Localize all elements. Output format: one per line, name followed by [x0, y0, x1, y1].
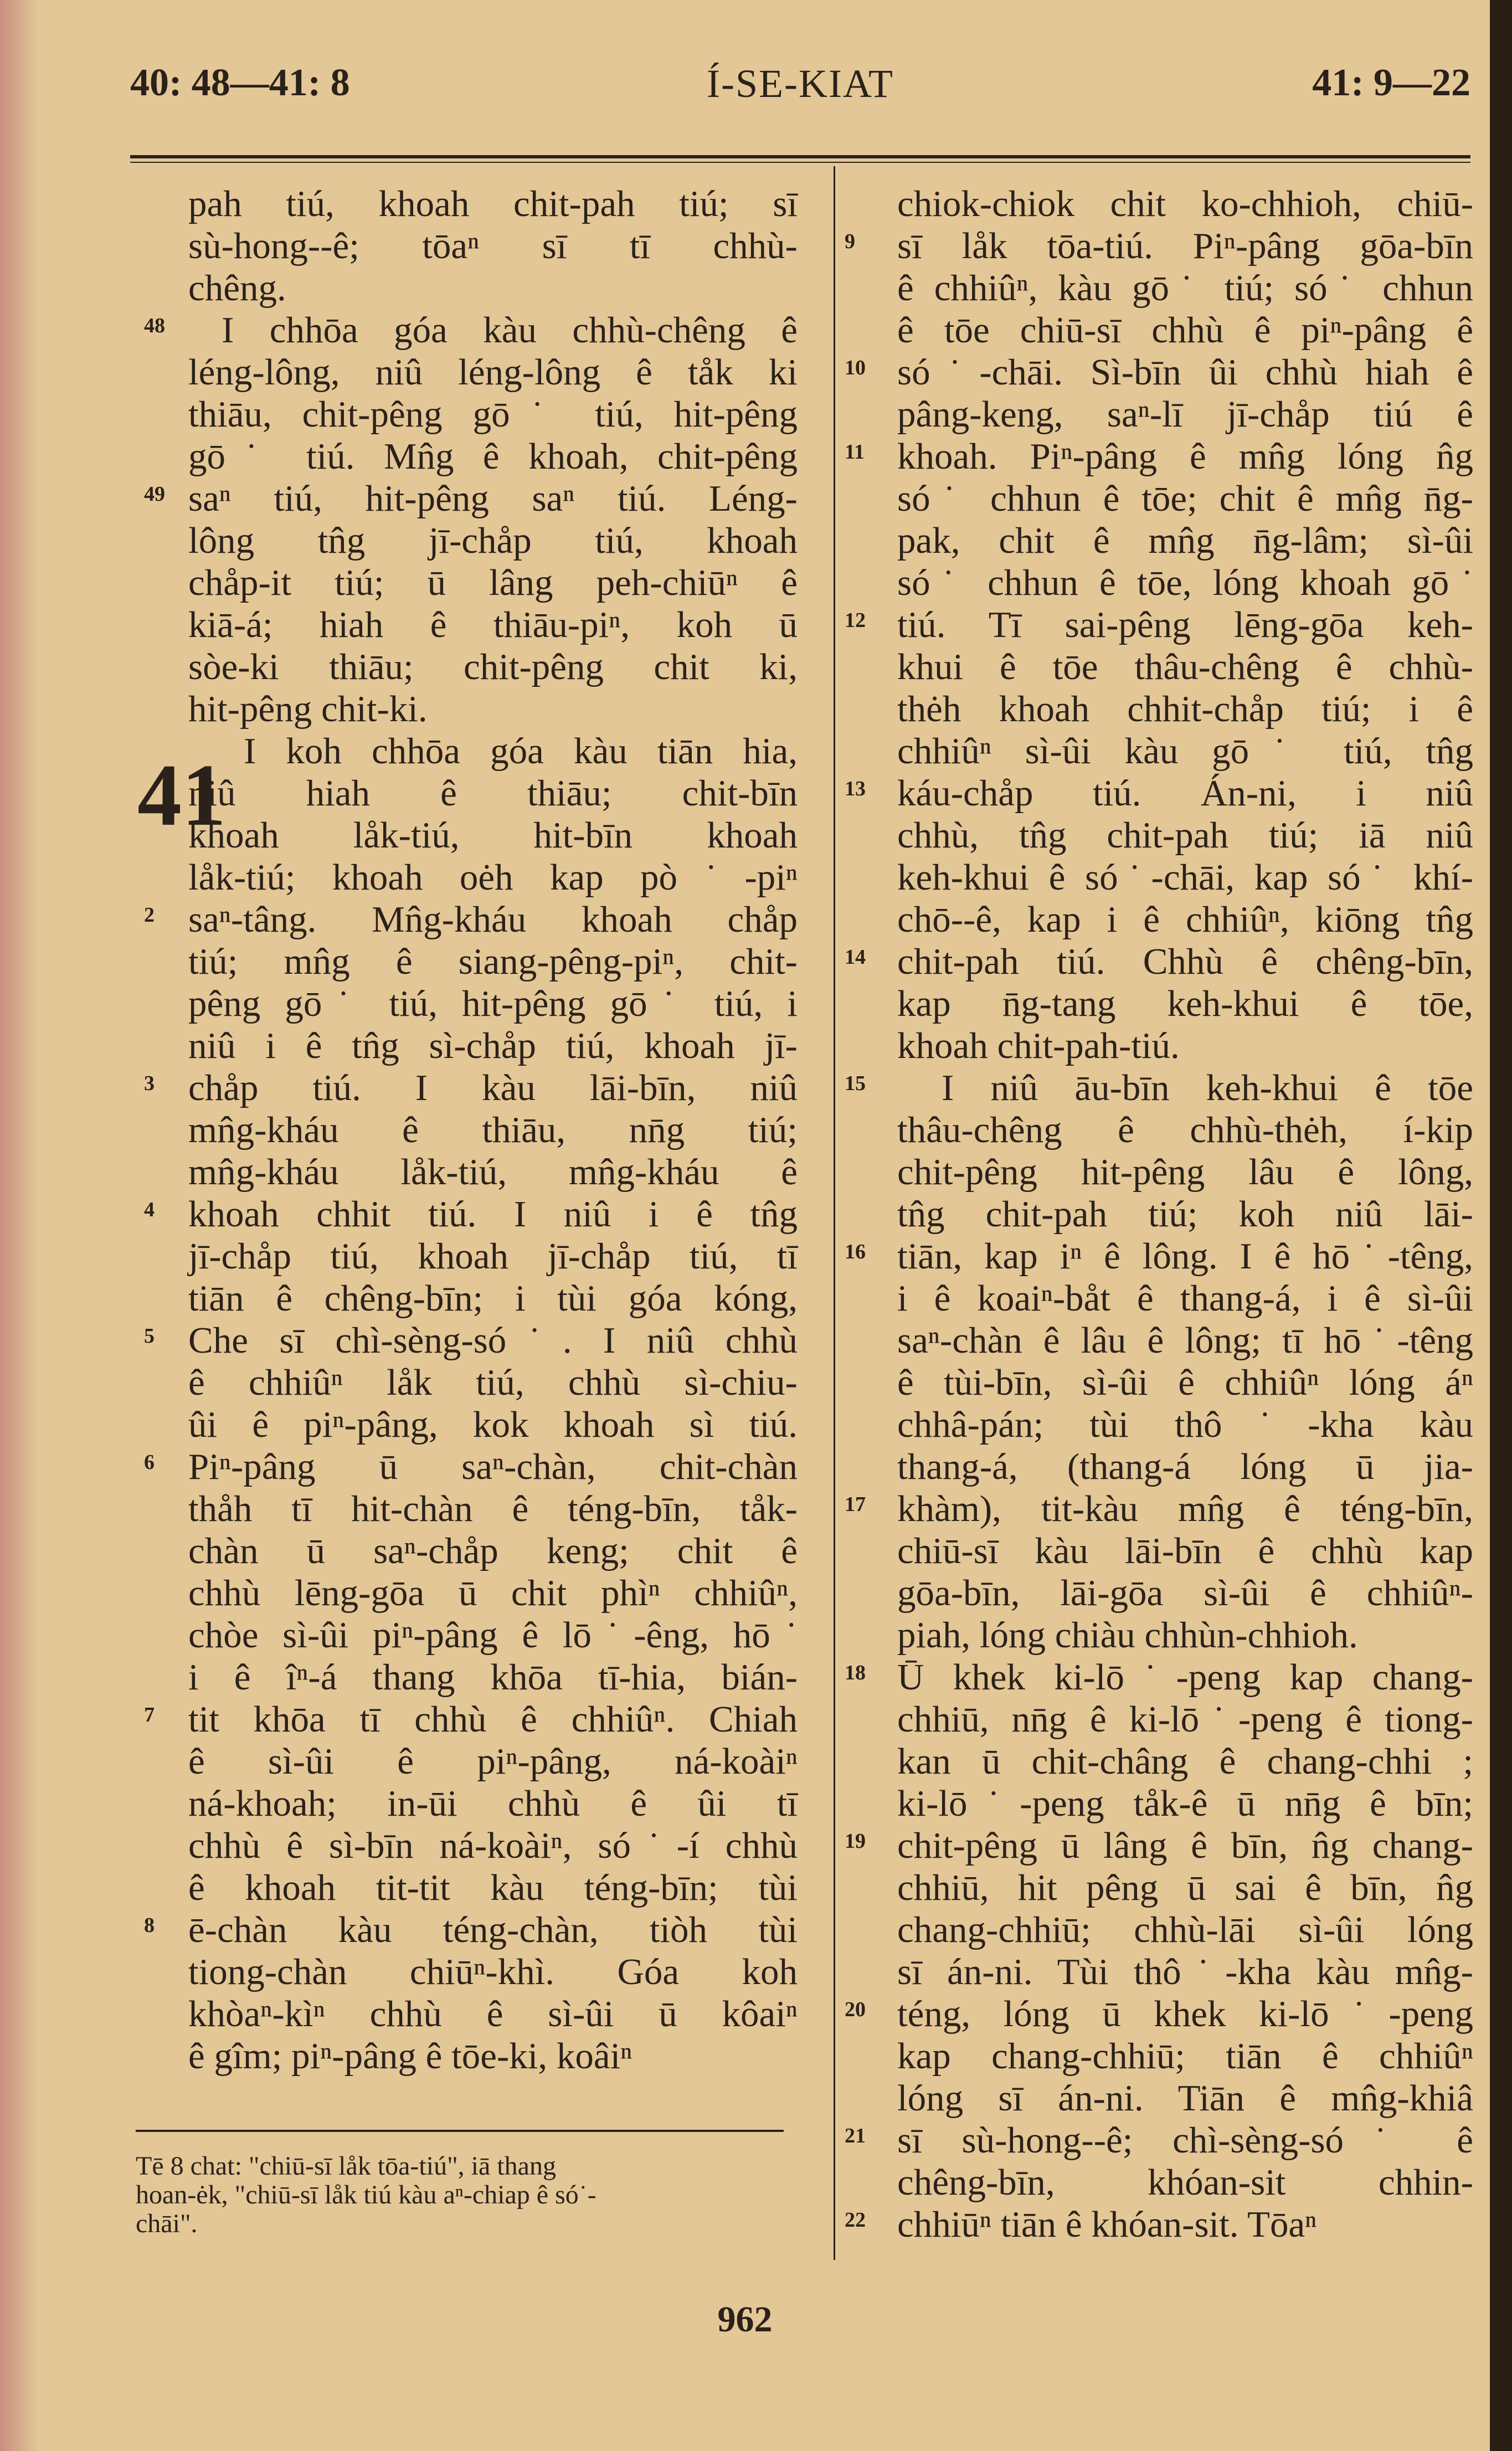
right-text-line: chiok-chiok chit ko-chhioh, chiū-: [897, 183, 1473, 224]
header-rule-thick: [130, 155, 1470, 158]
right-text-line: khui ê tōe thâu-chêng ê chhù-: [897, 646, 1473, 687]
running-head: [130, 55, 1470, 116]
right-text-line: káu-chåp tiú. Án-ni, i niû: [897, 773, 1473, 814]
left-text-line: I koh chhōa góa kàu tiān hia,: [244, 731, 798, 772]
right-text-line: pak, chit ê mn̂g n̄g-lâm; sì-ûi: [897, 520, 1473, 561]
right-text-line: chit-pêng hit-pêng lâu ê lông,: [897, 1152, 1473, 1193]
page-edge-stain: [0, 0, 39, 2451]
left-text-line: khoah chhit tiú. I niû i ê tn̂g: [188, 1194, 798, 1235]
running-head-left-reference: 40: 48—41: 8: [130, 61, 350, 104]
right-text-line: I niû āu-bīn keh-khui ê tōe: [942, 1067, 1473, 1108]
left-text-line: hit-pêng chit-ki.: [188, 688, 428, 729]
right-text-line: chiū-sī kàu lāi-bīn ê chhù kap: [897, 1530, 1473, 1571]
right-text-line: keh-khui ê só˙-chāi, kap só˙ khí-: [897, 857, 1473, 898]
right-text-line: sī án-ni. Tùi thô˙-kha kàu mn̂g-: [897, 1951, 1473, 1992]
left-text-line: tiú; mn̂g ê siang-pêng-piⁿ, chit-: [188, 941, 798, 982]
verse-number: 49: [144, 482, 165, 506]
left-text-line: ûi ê piⁿ-pâng, kok khoah sì tiú.: [188, 1404, 798, 1445]
right-text-line: khàm), tit-kàu mn̂g ê téng-bīn,: [897, 1488, 1473, 1529]
right-text-line: chhiū, nn̄g ê ki-lō˙-peng ê tiong-: [897, 1699, 1473, 1740]
left-text-line: khoah låk-tiú, hit-bīn khoah: [188, 815, 798, 856]
verse-number: 11: [845, 440, 865, 464]
left-text-line: thiāu, chit-pêng gō˙ tiú, hit-pêng: [188, 394, 798, 435]
left-text-line: chåp tiú. I kàu lāi-bīn, niû: [188, 1067, 798, 1108]
verse-number: 20: [845, 1998, 866, 2021]
right-text-line: khoah chit-pah-tiú.: [897, 1025, 1180, 1066]
left-text-line: gō˙ tiú. Mn̂g ê khoah, chit-pêng: [188, 436, 798, 477]
right-text-line: chit-pah tiú. Chhù ê chêng-bīn,: [897, 941, 1473, 982]
right-text-line: chhù, tn̂g chit-pah tiú; iā niû: [897, 815, 1473, 856]
verse-number: 4: [144, 1198, 155, 1221]
column-divider: [834, 166, 835, 2260]
right-text-line: pâng-keng, saⁿ-lī jī-chåp tiú ê: [897, 394, 1473, 435]
verse-number: 18: [845, 1661, 866, 1684]
left-text-line: ê sì-ûi ê piⁿ-pâng, ná-koàiⁿ: [188, 1741, 798, 1782]
left-text-line: tit khōa tī chhù ê chhiûⁿ. Chiah: [188, 1699, 798, 1740]
left-text-line: tiān ê chêng-bīn; i tùi góa kóng,: [188, 1278, 798, 1319]
left-text-line: sòe-ki thiāu; chit-pêng chit ki,: [188, 646, 798, 687]
right-text-line: chhiūⁿ tiān ê khóan-sit. Tōaⁿ: [897, 2204, 1317, 2245]
right-text-line: thang-á, (thang-á lóng ū jia-: [897, 1446, 1473, 1487]
left-text-line: Che sī chì-sèng-só˙. I niû chhù: [188, 1320, 798, 1361]
footnote: Tē 8 chat: "chiū-sī låk tōa-tiú", iā thang hoan-ėk, "chiū-sī låk tiú kàu aⁿ-chiap ê só˙- chāi".: [136, 2151, 596, 2238]
right-text-line: chang-chhiū; chhù-lāi sì-ûi lóng: [897, 1909, 1473, 1950]
right-text-line: ê tùi-bīn, sì-ûi ê chhiûⁿ lóng áⁿ: [897, 1362, 1473, 1403]
left-text-line: låk-tiú; khoah oėh kap pò˙-piⁿ: [188, 857, 798, 898]
running-head-right-reference: 41: 9—22: [1312, 61, 1470, 104]
right-text-line: kan ū chit-châng ê chang-chhi ;: [897, 1741, 1473, 1782]
left-text-line: niû hiah ê thiāu; chit-bīn: [188, 773, 798, 814]
verse-number: 6: [144, 1451, 155, 1474]
right-text-line: kap n̄g-tang keh-khui ê tōe,: [897, 983, 1473, 1024]
left-text-line: chòe sì-ûi piⁿ-pâng ê lō˙-êng, hō˙: [188, 1615, 798, 1656]
right-text-line: só˙-chāi. Sì-bīn ûi chhù hiah ê: [897, 352, 1473, 393]
chapter-number: 41: [137, 746, 226, 844]
header-rule-thin: [130, 162, 1470, 163]
verse-number: 19: [845, 1830, 866, 1853]
left-text-line: I chhōa góa kàu chhù-chêng ê: [222, 310, 798, 351]
right-text-line: chhiûⁿ sì-ûi kàu gō˙ tiú, tn̂g: [897, 731, 1473, 772]
verse-number: 15: [845, 1072, 866, 1095]
right-text-line: saⁿ-chàn ê lâu ê lông; tī hō˙-têng: [897, 1320, 1473, 1361]
left-text-line: lông tn̂g jī-chåp tiú, khoah: [188, 520, 798, 561]
left-text-line: i ê îⁿ-á thang khōa tī-hia, bián-: [188, 1657, 798, 1698]
page-number: 962: [717, 2299, 773, 2340]
verse-number: 5: [144, 1324, 155, 1348]
right-text-line: sī låk tōa-tiú. Piⁿ-pâng gōa-bīn: [897, 225, 1473, 266]
verse-number: 8: [144, 1914, 155, 1937]
running-head-book-title: Í-SE-KIAT: [707, 61, 894, 106]
left-text-line: mn̂g-kháu låk-tiú, mn̂g-kháu ê: [188, 1152, 798, 1193]
right-text-line: ki-lō˙-peng tåk-ê ū nn̄g ê bīn;: [897, 1783, 1473, 1824]
left-text-line: chhù ê sì-bīn ná-koàiⁿ, só˙-í chhù: [188, 1825, 798, 1866]
right-text-line: thėh khoah chhit-chåp tiú; i ê: [897, 688, 1473, 729]
verse-number: 7: [144, 1703, 155, 1727]
right-text-line: Ū khek ki-lō˙-peng kap chang-: [897, 1657, 1473, 1698]
right-text-line: tiú. Tī sai-pêng lēng-gōa keh-: [897, 604, 1473, 645]
left-text-line: Piⁿ-pâng ū saⁿ-chàn, chit-chàn: [188, 1446, 798, 1487]
left-text-line: léng-lông, niû léng-lông ê tåk ki: [188, 352, 798, 393]
left-text-line: pah tiú, khoah chit-pah tiú; sī: [188, 183, 798, 224]
verse-number: 2: [144, 903, 155, 927]
right-text-line: gōa-bīn, lāi-gōa sì-ûi ê chhiûⁿ-: [897, 1573, 1473, 1614]
left-text-line: chàn ū saⁿ-chåp keng; chit ê: [188, 1530, 798, 1571]
verse-number: 12: [845, 609, 866, 632]
left-text-line: saⁿ-tâng. Mn̂g-kháu khoah chåp: [188, 899, 798, 940]
right-text-line: téng, lóng ū khek ki-lō˙-peng: [897, 1993, 1473, 2034]
verse-number: 16: [845, 1240, 866, 1263]
right-text-line: ê tōe chiū-sī chhù ê piⁿ-pâng ê: [897, 310, 1473, 351]
verse-number: 17: [845, 1493, 866, 1516]
right-text-line: chhâ-pán; tùi thô˙-kha kàu: [897, 1404, 1473, 1445]
left-text-line: khòaⁿ-kìⁿ chhù ê sì-ûi ū kôaiⁿ: [188, 1993, 798, 2034]
right-text-line: khoah. Piⁿ-pâng ê mn̂g lóng n̂g: [897, 436, 1473, 477]
right-text-line: i ê koaiⁿ-båt ê thang-á, i ê sì-ûi: [897, 1278, 1473, 1319]
left-text-line: jī-chåp tiú, khoah jī-chåp tiú, tī: [188, 1236, 798, 1277]
left-text-line: ná-khoah; in-ūi chhù ê ûi tī: [188, 1783, 798, 1824]
right-text-line: tn̂g chit-pah tiú; koh niû lāi-: [897, 1194, 1473, 1235]
left-text-line: sù-hong--ê; tōaⁿ sī tī chhù-: [188, 225, 798, 266]
binding-shadow: [1490, 0, 1512, 2451]
right-text-line: chit-pêng ū lâng ê bīn, n̂g chang-: [897, 1825, 1473, 1866]
left-text-line: tiong-chàn chiūⁿ-khì. Góa koh: [188, 1951, 798, 1992]
left-text-line: chêng.: [188, 268, 286, 309]
verse-number: 3: [144, 1072, 155, 1095]
right-text-line: chhiū, hit pêng ū sai ê bīn, n̂g: [897, 1867, 1473, 1908]
right-text-line: lóng sī án-ni. Tiān ê mn̂g-khiâ: [897, 2078, 1473, 2119]
left-text-line: ê chhiûⁿ låk tiú, chhù sì-chiu-: [188, 1362, 798, 1403]
verse-number: 10: [845, 356, 866, 379]
verse-number: 14: [845, 946, 866, 969]
left-text-line: thåh tī hit-chàn ê téng-bīn, tåk-: [188, 1488, 798, 1529]
right-text-line: kap chang-chhiū; tiān ê chhiûⁿ: [897, 2036, 1473, 2077]
left-text-line: saⁿ tiú, hit-pêng saⁿ tiú. Léng-: [188, 478, 798, 519]
left-text-line: chåp-it tiú; ū lâng peh-chiūⁿ ê: [188, 562, 798, 603]
left-text-line: niû i ê tn̂g sì-chåp tiú, khoah jī-: [188, 1025, 798, 1066]
left-text-line: ê gîm; piⁿ-pâng ê tōe-ki, koâiⁿ: [188, 2036, 632, 2077]
right-text-line: ê chhiûⁿ, kàu gō˙ tiú; só˙ chhun: [897, 268, 1473, 309]
verse-number: 21: [845, 2124, 866, 2147]
right-text-line: só˙ chhun ê tōe, lóng khoah gō˙: [897, 562, 1473, 603]
right-text-line: piah, lóng chiàu chhùn-chhioh.: [897, 1615, 1358, 1656]
right-text-line: chō--ê, kap i ê chhiûⁿ, kiōng tn̂g: [897, 899, 1473, 940]
verse-number: 22: [845, 2208, 866, 2232]
right-text-line: chêng-bīn, khóan-sit chhin-: [897, 2162, 1473, 2203]
left-text-line: chhù lēng-gōa ū chit phìⁿ chhiûⁿ,: [188, 1573, 798, 1614]
right-text-line: só˙ chhun ê tōe; chit ê mn̂g n̄g-: [897, 478, 1473, 519]
right-text-line: sī sù-hong--ê; chì-sèng-só˙ ê: [897, 2120, 1473, 2161]
verse-number: 13: [845, 777, 866, 800]
left-text-line: pêng gō˙ tiú, hit-pêng gō˙ tiú, i: [188, 983, 798, 1024]
left-text-line: kiā-á; hiah ê thiāu-piⁿ, koh ū: [188, 604, 798, 645]
left-text-line: ê khoah tit-tit kàu téng-bīn; tùi: [188, 1867, 798, 1908]
right-text-line: tiān, kap iⁿ ê lông. I ê hō˙-têng,: [897, 1236, 1473, 1277]
verse-number: 9: [845, 230, 855, 253]
footnote-rule: [136, 2130, 784, 2132]
left-text-line: mn̂g-kháu ê thiāu, nn̄g tiú;: [188, 1109, 798, 1150]
right-text-line: thâu-chêng ê chhù-thėh, í-kip: [897, 1109, 1473, 1150]
verse-number: 48: [144, 314, 165, 337]
left-text-line: ē-chàn kàu téng-chàn, tiòh tùi: [188, 1909, 798, 1950]
